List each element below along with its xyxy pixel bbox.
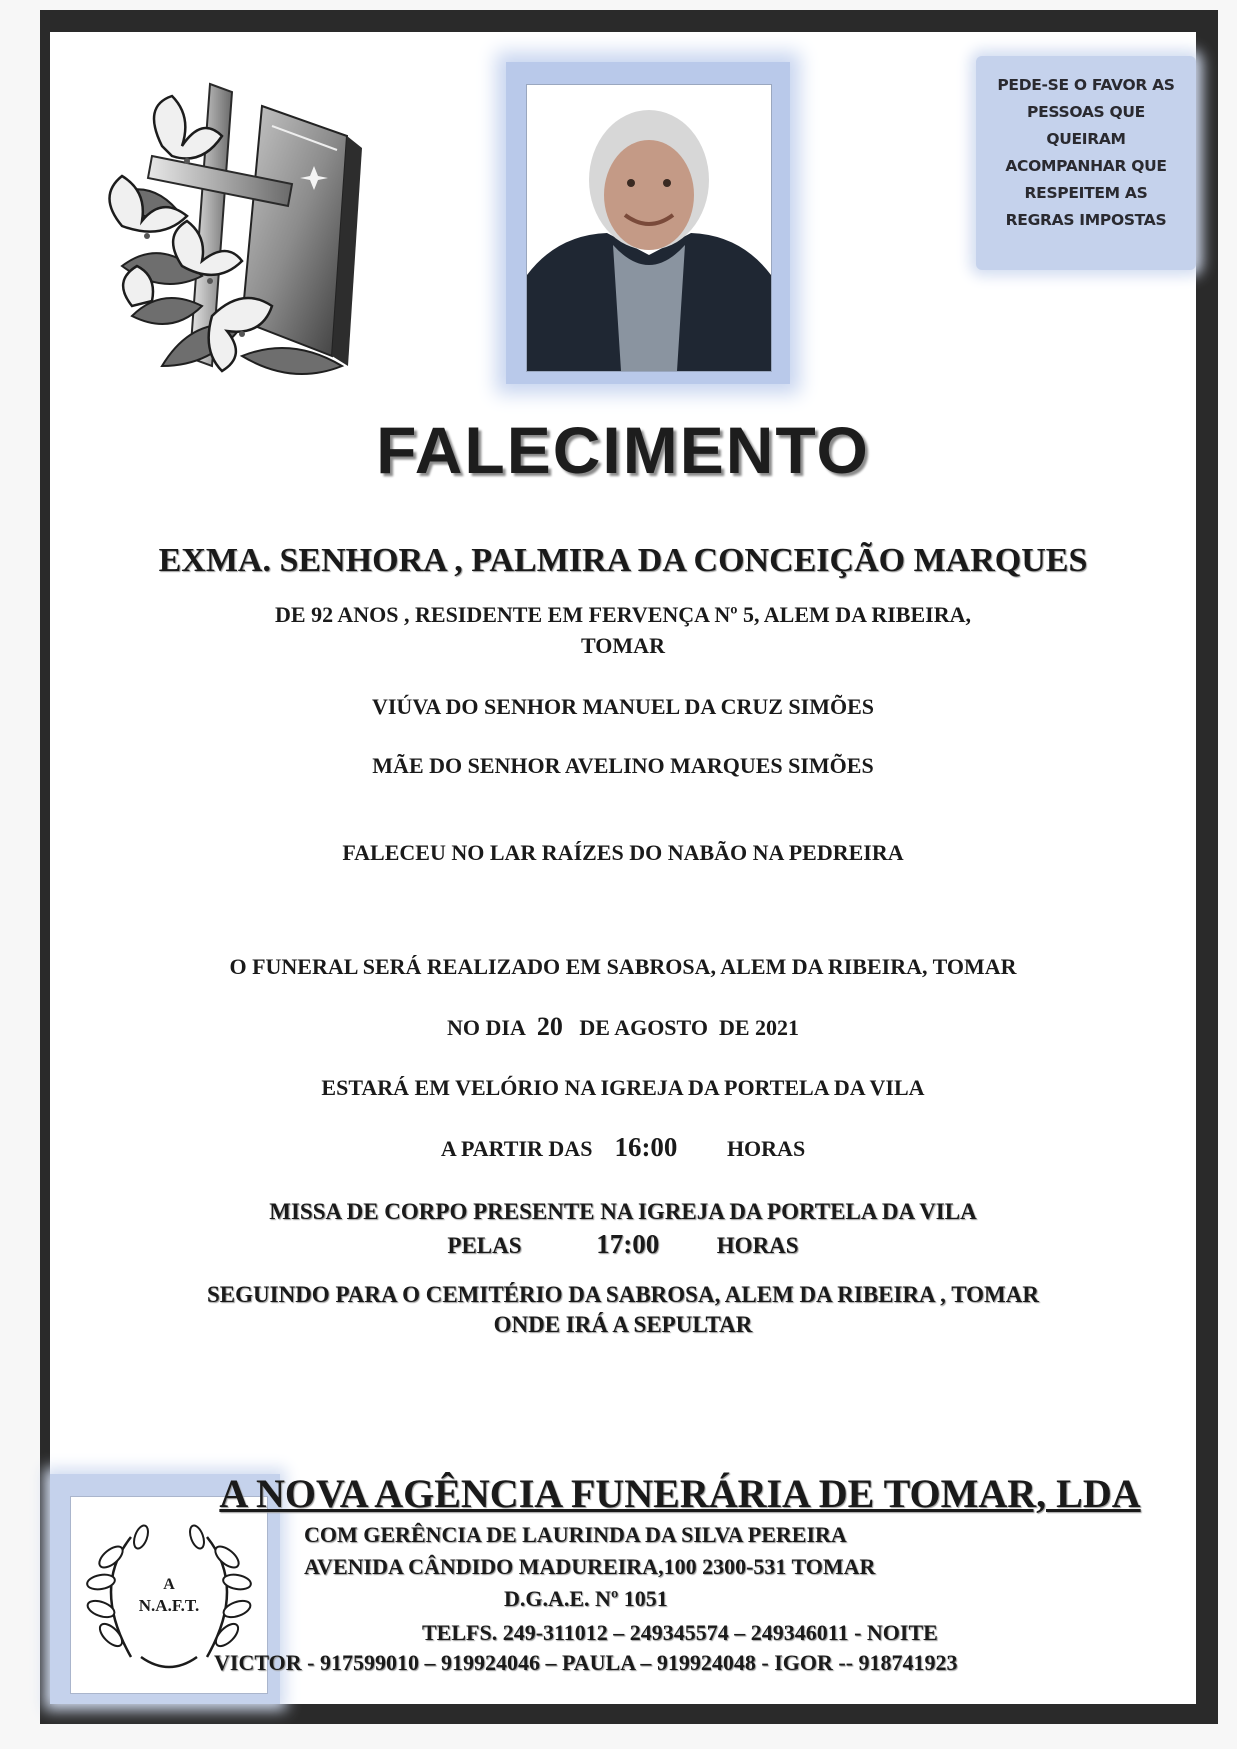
- notice-line: PEDE-SE O FAVOR AS: [997, 76, 1175, 94]
- wake-time: [50, 1132, 1196, 1163]
- burial-route: SEGUINDO PARA O CEMITÉRIO DA SABROSA, ALEM DA RIBEIRA , TOMAR: [207, 1282, 1039, 1307]
- mass-time-suffix: HORAS: [716, 1233, 799, 1258]
- mass-time: [50, 1229, 1196, 1260]
- wake-time-suffix: HORAS: [726, 1136, 806, 1161]
- residence-town: TOMAR: [581, 633, 665, 658]
- portrait-frame: [506, 62, 790, 384]
- page-title: FALECIMENTO: [376, 413, 870, 487]
- agency-logo-text: N.A.F.T.: [138, 1596, 200, 1615]
- agency-dgae: D.G.A.E. Nº 1051: [504, 1586, 668, 1611]
- cross-book-lilies-icon: [92, 66, 382, 396]
- funeral-date: [50, 1012, 1196, 1042]
- mass-time-value: 17:00: [596, 1229, 660, 1259]
- agency-management: COM GERÊNCIA DE LAURINDA DA SILVA PEREIRA: [304, 1522, 847, 1547]
- age-residence-line: DE 92 ANOS , RESIDENTE EM FERVENÇA Nº 5, ALEM DA RIBEIRA,: [275, 602, 971, 627]
- agency-logo-letter: A: [163, 1576, 175, 1593]
- health-rules-notice: [982, 72, 1190, 234]
- portrait-image: [527, 85, 771, 371]
- deceased-name: EXMA. SENHORA , PALMIRA DA CONCEIÇÃO MARQUES: [158, 542, 1088, 579]
- notice-box: [976, 56, 1196, 270]
- funeral-location: O FUNERAL SERÁ REALIZADO EM SABROSA, ALEM DA RIBEIRA, TOMAR: [229, 954, 1017, 979]
- notice-line: REGRAS IMPOSTAS: [1005, 211, 1167, 229]
- mass-location: MISSA DE CORPO PRESENTE NA IGREJA DA PORTELA DA VILA: [269, 1199, 977, 1224]
- notice-line: RESPEITEM AS: [1024, 184, 1148, 202]
- notice-page-border: [40, 10, 1218, 1724]
- agency-contacts: VICTOR - 917599010 – 919924046 – PAULA – 919924048 - IGOR -- 918741923: [214, 1650, 958, 1675]
- widow-of: VIÚVA DO SENHOR MANUEL DA CRUZ SIMÕES: [371, 694, 874, 719]
- wake-time-value: 16:00: [614, 1132, 678, 1162]
- portrait-photo: [526, 84, 772, 372]
- date-month: DE AGOSTO: [579, 1015, 708, 1040]
- place-of-death: FALECEU NO LAR RAÍZES DO NABÃO NA PEDREIRA: [342, 840, 904, 865]
- mass-time-prefix: PELAS: [447, 1233, 522, 1258]
- agency-name: A NOVA AGÊNCIA FUNERÁRIA DE TOMAR, LDA: [219, 1471, 1141, 1516]
- burial-note: ONDE IRÁ A SEPULTAR: [493, 1312, 753, 1337]
- date-prefix: NO DIA: [447, 1015, 526, 1040]
- date-day: 20: [536, 1012, 563, 1041]
- wake-location: ESTARÁ EM VELÓRIO NA IGREJA DA PORTELA DA VILA: [321, 1075, 925, 1100]
- agency-address: AVENIDA CÂNDIDO MADUREIRA,100 2300-531 TOMAR: [304, 1554, 876, 1579]
- agency-phones: TELFS. 249-311012 – 249345574 – 249346011 - NOITE: [422, 1620, 938, 1645]
- notice-line: ACOMPANHAR QUE: [1005, 157, 1167, 175]
- notice-line: QUEIRAM: [1046, 130, 1126, 148]
- wake-time-prefix: A PARTIR DAS: [440, 1136, 593, 1161]
- notice-line: PESSOAS QUE: [1027, 103, 1145, 121]
- date-year: DE 2021: [718, 1015, 799, 1040]
- notice-page: [50, 32, 1196, 1704]
- mother-of: MÃE DO SENHOR AVELINO MARQUES SIMÕES: [372, 753, 874, 778]
